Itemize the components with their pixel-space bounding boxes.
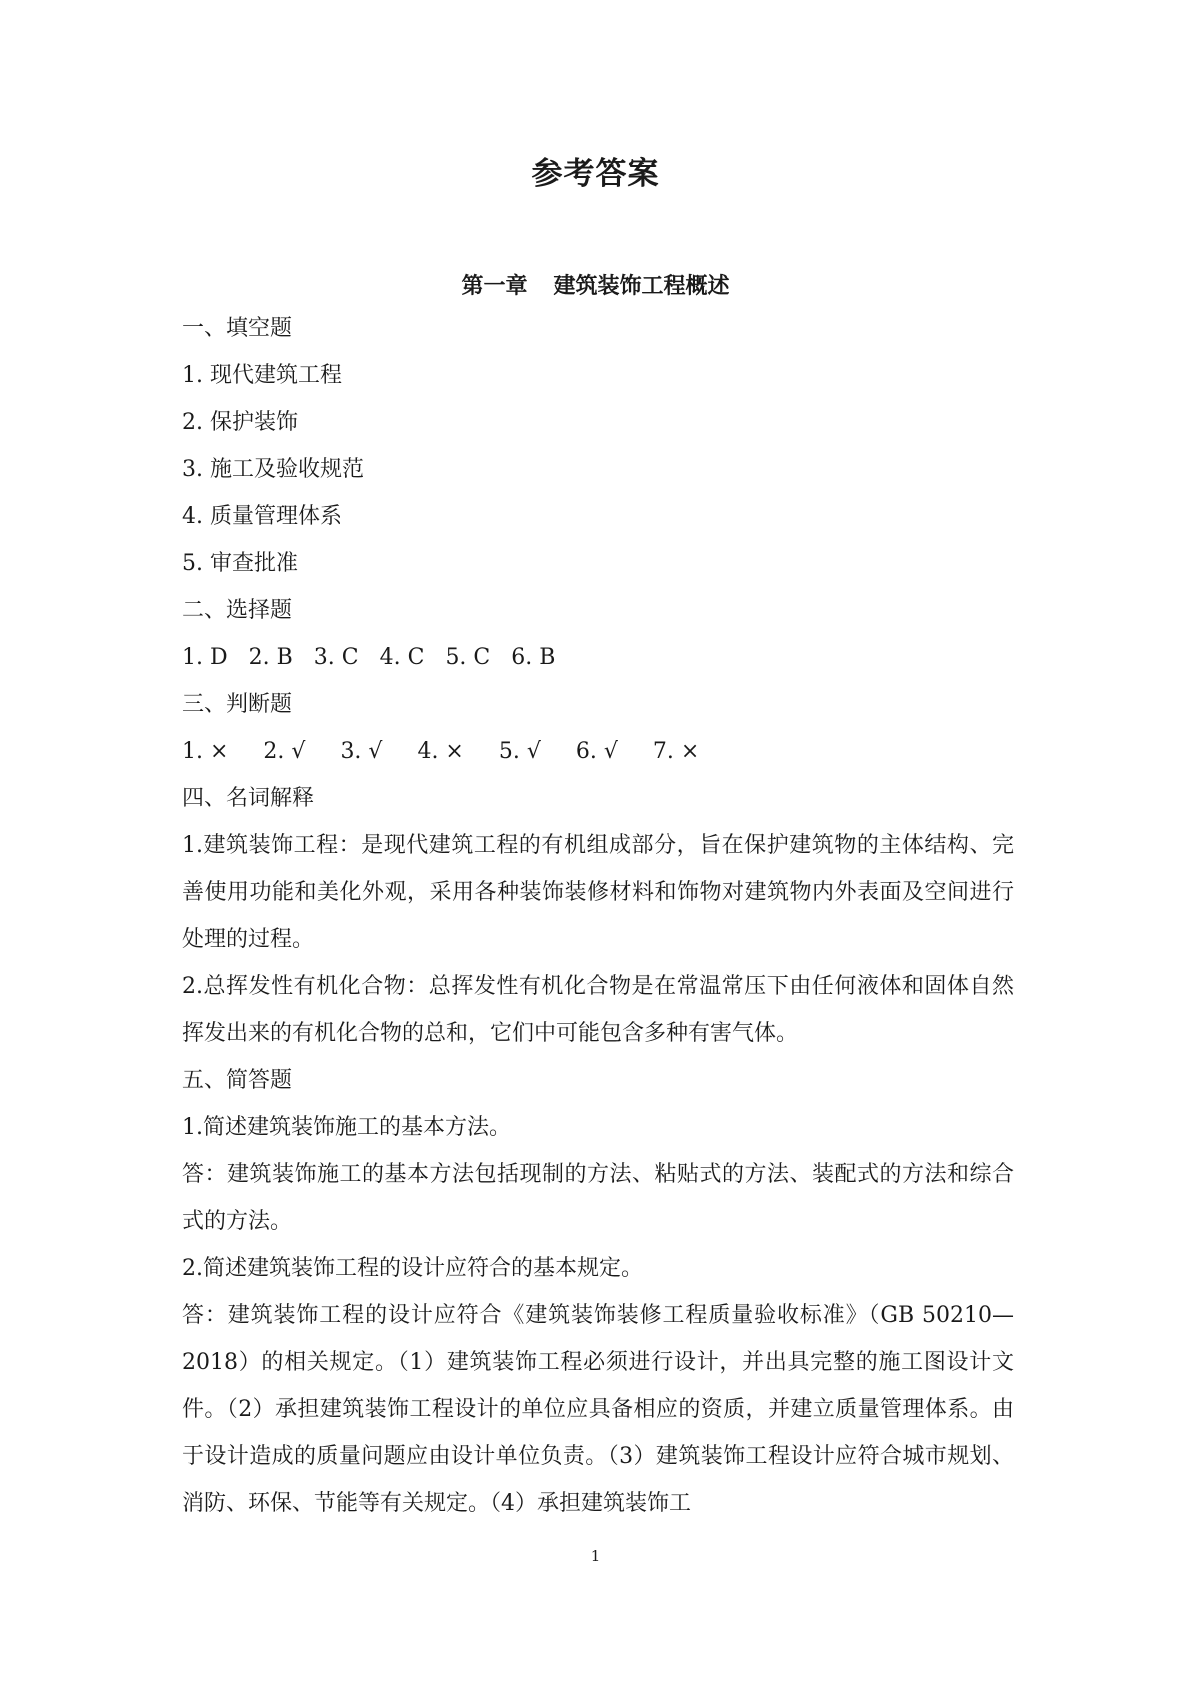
section-heading-short-answer: 五、简答题 (182, 1068, 293, 1093)
short-answer-question: 1.简述建筑装饰施工的基本方法。 (182, 1115, 511, 1140)
answer-content (182, 305, 1014, 1527)
short-answer-response: 答：建筑装饰施工的基本方法包括现制的方法、粘贴式的方法、装配式的方法和综合式的方法。 (182, 1162, 1014, 1234)
fill-blank-answer: 2. 保护装饰 (182, 410, 298, 435)
choice-answer: 4. C (379, 645, 425, 670)
judge-answer: 7. × (652, 739, 700, 764)
judge-answer: 1. × (182, 739, 229, 764)
section-heading-judge: 三、判断题 (182, 692, 293, 717)
choice-answers-row (182, 634, 1014, 681)
chapter-number: 第一章 (461, 273, 528, 299)
short-answer-response: 答：建筑装饰工程的设计应符合《建筑装饰装修工程质量验收标准》（GB 50210—2018）的相关规定。（1）建筑装饰工程必须进行设计，并出具完整的施工图设计文件。（2）承担建筑装饰工程设计的单位应具备相应的资质，并建立质量管理体系。由于设计造成的质量问题应由设计单位负责。（3）建筑装饰工程设计应符合城市规划、消防、环保、节能等有关规定。（4）承担建筑装饰工 (182, 1303, 1014, 1516)
choice-answer: 2. B (248, 645, 293, 670)
section-heading-terms: 四、名词解释 (182, 786, 315, 811)
short-answer-question: 2.简述建筑装饰工程的设计应符合的基本规定。 (182, 1256, 643, 1281)
choice-answer: 6. B (511, 645, 556, 670)
judge-answer: 2. √ (263, 739, 306, 764)
choice-answer: 3. C (313, 645, 359, 670)
document-title: 参考答案 (531, 156, 660, 192)
choice-answer: 5. C (445, 645, 491, 670)
section-heading-fill-blank: 一、填空题 (182, 316, 293, 341)
term-definition: 2.总挥发性有机化合物：总挥发性有机化合物是在常温常压下由任何液体和固体自然挥发出来的有机化合物的总和，它们中可能包含多种有害气体。 (182, 974, 1014, 1046)
page-number: 1 (590, 1547, 601, 1565)
judge-answer: 6. √ (575, 739, 618, 764)
chapter-heading (0, 271, 1191, 301)
judge-answer: 5. √ (498, 739, 541, 764)
judge-answers-row (182, 728, 1014, 775)
fill-blank-answer: 1. 现代建筑工程 (182, 363, 342, 388)
judge-answer: 4. × (417, 739, 464, 764)
fill-blank-answer: 4. 质量管理体系 (182, 504, 342, 529)
fill-blank-answer: 3. 施工及验收规范 (182, 457, 364, 482)
judge-answer: 3. √ (340, 739, 383, 764)
fill-blank-answer: 5. 审查批准 (182, 551, 298, 576)
section-heading-choice: 二、选择题 (182, 598, 293, 623)
choice-answer: 1. D (182, 645, 228, 670)
chapter-name: 建筑装饰工程概述 (553, 273, 730, 299)
term-definition: 1.建筑装饰工程：是现代建筑工程的有机组成部分，旨在保护建筑物的主体结构、完善使用功能和美化外观，采用各种装饰装修材料和饰物对建筑物内外表面及空间进行处理的过程。 (182, 833, 1014, 952)
